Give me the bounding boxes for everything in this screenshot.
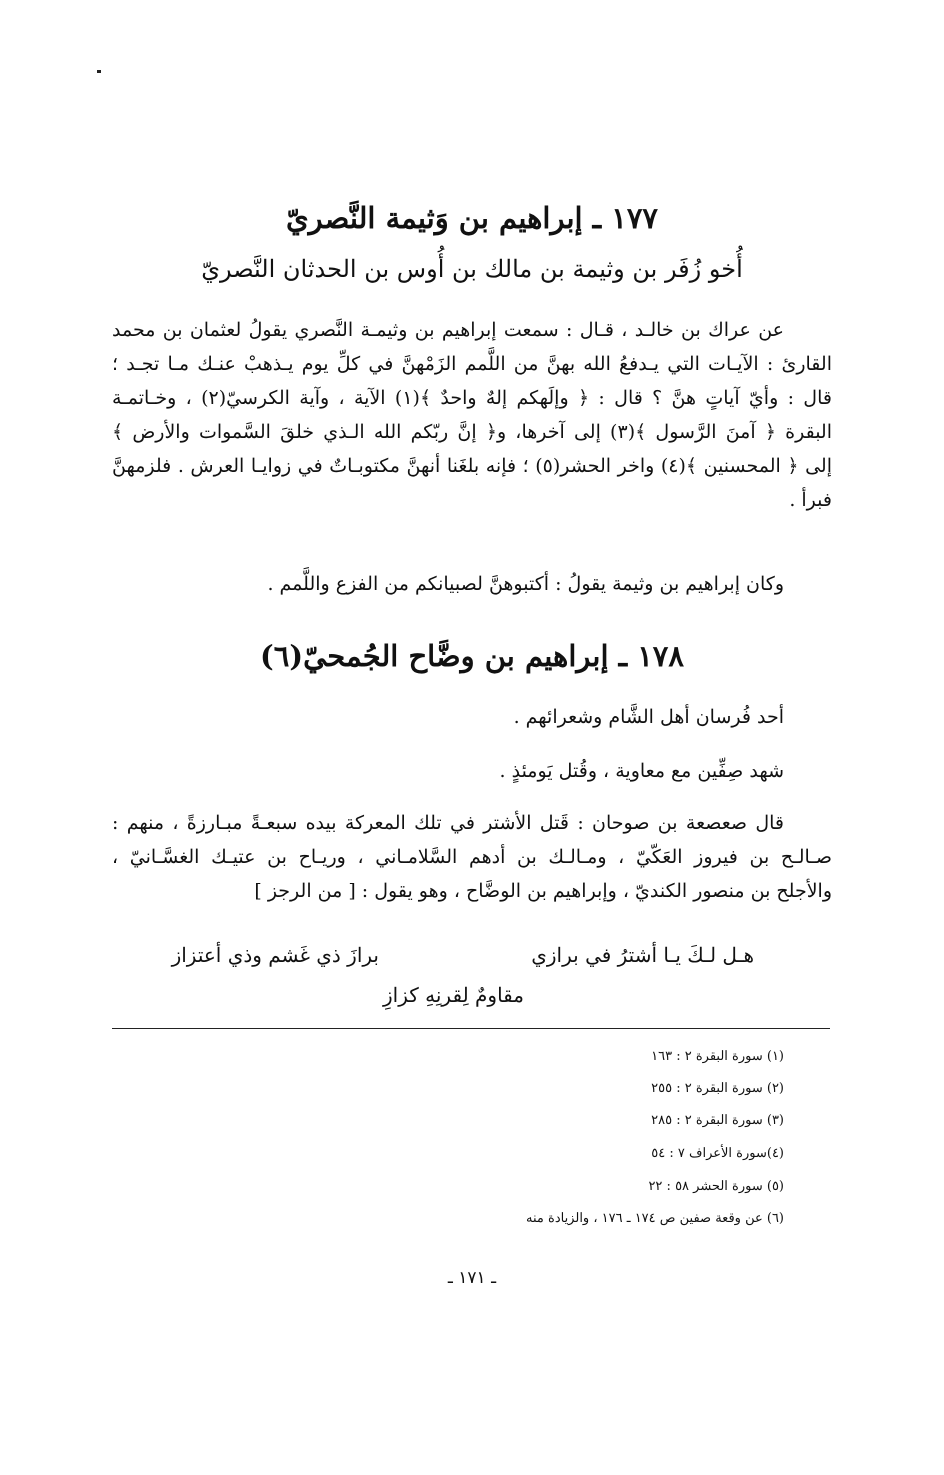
paragraph-line: فبرأ . xyxy=(789,489,832,511)
footnote-rule xyxy=(112,1028,830,1029)
entry-177-title: ١٧٧ ـ إبراهيم بن وَثيمة النَّصريّ xyxy=(285,201,659,235)
paragraph-line: البقرة ﴿ آمنَ الرَّسول ﴾(٣) إلى آخرها، و﴿ إنَّ ربّكم الله الـذي خلقَ السَّموات والأرض ﴾ xyxy=(112,421,832,443)
page-number: ـ ١٧١ ـ xyxy=(447,1268,497,1288)
scan-speck xyxy=(97,70,101,73)
verse-hemistich-left: برازَ ذي غَشم وذي أعتزاز xyxy=(171,943,379,967)
footnote-3: (٣) سورة البقرة ٢ : ٢٨٥ xyxy=(651,1113,784,1128)
entry-178-line-1: أحد فُرسان أهل الشَّام وشعرائهم . xyxy=(513,706,784,728)
verse-last-line: مقاومٌ لِقرنِهِ كزازِ xyxy=(383,983,524,1007)
footnote-6: (٦) عن وقعة صفين ص ١٧٤ ـ ١٧٦ ، والزيادة منه xyxy=(526,1211,784,1226)
entry-178-paragraph xyxy=(112,806,832,908)
entry-177-paragraph xyxy=(112,313,832,517)
entry-178-line-2: شهد صِفِّين مع معاوية ، وقُتل يَومئذٍ . xyxy=(499,760,784,782)
footnote-1: (١) سورة البقرة ٢ : ١٦٣ xyxy=(651,1049,784,1064)
footnote-5: (٥) سورة الحشر ٥٨ : ٢٢ xyxy=(648,1179,784,1194)
paragraph-line: عن عراك بن خالـد ، قـال : سمعت إبراهيم بن وثيمـة النَّصري يقولُ لعثمان بن محمد xyxy=(112,319,784,341)
entry-177-subtitle: أُخو زُفَر بن وثيمة بن مالك بن أُوس بن الحدثان النَّصريّ xyxy=(201,255,743,283)
paragraph-line: قال صعصعة بن صوحان : قَتل الأشتر في تلك المعركة بيده سبعـةً مبـارزةً ، منهم : xyxy=(112,812,784,834)
footnote-4: (٤)سورة الأعراف ٧ : ٥٤ xyxy=(651,1146,784,1161)
paragraph-line: والأجلح بن منصور الكنديّ ، وإبراهيم بن الوضَّاح ، وهو يقول : [ من الرجز ] xyxy=(254,880,832,902)
paragraph-line: صـالـح بن فيروز العَكّيّ ، ومـالـك بن أدهم السَّلامـاني ، وريـاح بن عتيـك الغسَّـانيّ ، xyxy=(112,846,832,868)
entry-177-closing: وكان إبراهيم بن وثيمة يقولُ : أكتبوهنَّ لصبيانكم من الفزع واللَّمم . xyxy=(267,573,784,595)
paragraph-line: إلى ﴿ المحسنين ﴾(٤) واخر الحشر(٥) ؛ فإنه بلغَنا أنهنَّ مكتوبـاتٌ في زوايـا العرش . فلزمهنَّ xyxy=(112,455,832,477)
footnote-2: (٢) سورة البقرة ٢ : ٢٥٥ xyxy=(651,1081,784,1096)
entry-178-title: ١٧٨ ـ إبراهيم بن وضَّاح الجُمحيّ(٦) xyxy=(260,639,684,673)
verse-hemistich-right: هـل لـكَ يـا أشترُ في برازي xyxy=(531,943,754,967)
paragraph-line: القارئ : الآيـات التي يـدفعُ الله بهنَّ من اللَّمم الزَمْهنَّ في كلِّ يوم يـذهبْ عنـك مـا تجـد ؛ xyxy=(112,353,832,375)
paragraph-line: قال : وأيّ آياتٍ هنَّ ؟ قال : ﴿ وإلَهكم إلهٌ واحدٌ ﴾(١) الآية ، وآية الكرسيّ(٢) ، وخـاتمـة xyxy=(112,387,832,409)
